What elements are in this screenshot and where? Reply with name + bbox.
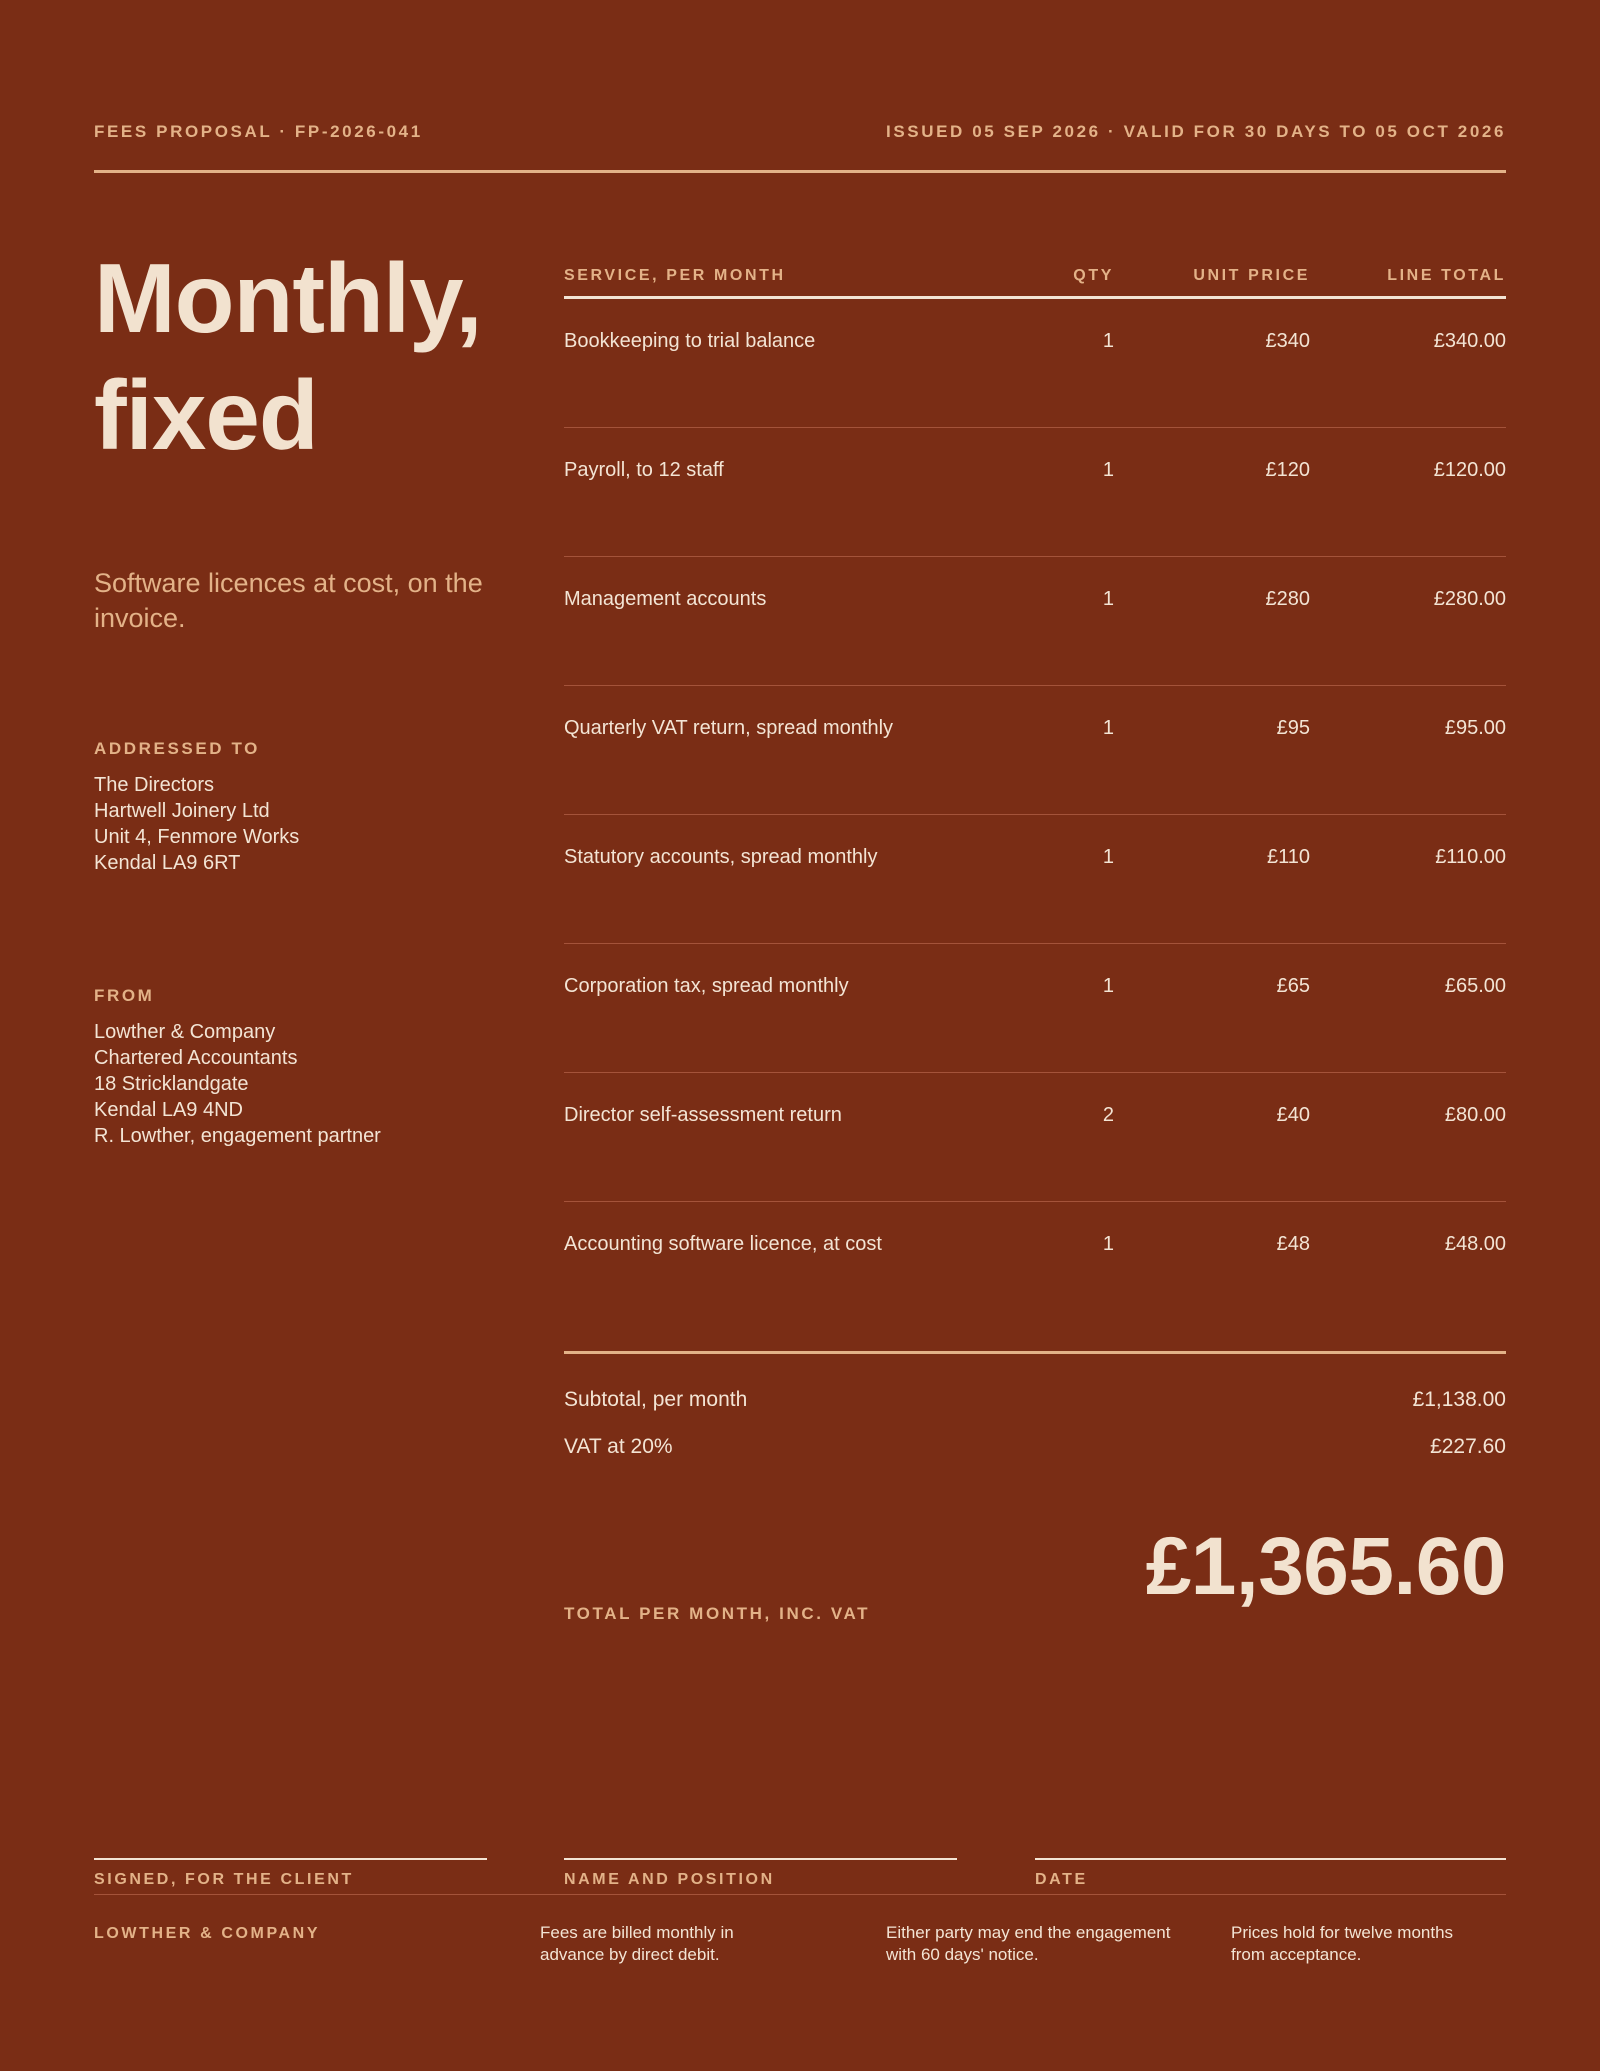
- grand-total-label: TOTAL PER MONTH, INC. VAT: [564, 1604, 871, 1623]
- row-service: Bookkeeping to trial balance: [564, 330, 816, 352]
- row-qty: 1: [1102, 975, 1114, 997]
- row-qty: 1: [1102, 330, 1114, 352]
- column-header-service: SERVICE, PER MONTH: [564, 267, 786, 284]
- signature-client-label: SIGNED, FOR THE CLIENT: [94, 1871, 354, 1888]
- table-row: [564, 686, 1506, 815]
- row-line-total: £65.00: [1444, 975, 1506, 997]
- from-line: R. Lowther, engagement partner: [94, 1125, 381, 1147]
- column-header-qty: QTY: [1073, 267, 1114, 284]
- row-line-total: £48.00: [1444, 1233, 1506, 1255]
- from-line: Chartered Accountants: [94, 1047, 298, 1069]
- row-service: Corporation tax, spread monthly: [564, 975, 849, 997]
- addressed-to-line: Hartwell Joinery Ltd: [94, 800, 270, 822]
- title-line-2: fixed: [94, 360, 318, 470]
- row-service: Statutory accounts, spread monthly: [564, 846, 878, 868]
- footer-note-billing: Fees are billed monthly in advance by direct debit.: [540, 1923, 734, 1964]
- row-service: Quarterly VAT return, spread monthly: [564, 717, 894, 739]
- addressed-to-label: ADDRESSED TO: [94, 739, 260, 758]
- row-service: Director self-assessment return: [564, 1104, 842, 1126]
- totals-rule: [564, 1351, 1506, 1354]
- footer-rule: [94, 1894, 1506, 1895]
- from-block: [94, 1019, 381, 1149]
- header-rule: [94, 170, 1506, 173]
- row-unit-price: £340: [1265, 330, 1310, 352]
- row-unit-price: £120: [1265, 459, 1310, 481]
- row-qty: 1: [1102, 1233, 1114, 1255]
- row-line-total: £95.00: [1444, 717, 1506, 739]
- table-row: [564, 815, 1506, 944]
- from-line: Lowther & Company: [94, 1021, 276, 1043]
- table-row: [564, 1073, 1506, 1202]
- from-label: FROM: [94, 986, 155, 1005]
- vat-row: [564, 1435, 1506, 1459]
- row-qty: 2: [1102, 1104, 1114, 1126]
- fees-table: [564, 264, 1506, 1330]
- table-row: [564, 944, 1506, 1073]
- row-service: Payroll, to 12 staff: [564, 459, 724, 481]
- row-service: Management accounts: [564, 588, 767, 610]
- row-unit-price: £95: [1276, 717, 1310, 739]
- fees-proposal-page: [94, 0, 1506, 2071]
- table-row: [564, 428, 1506, 557]
- row-qty: 1: [1102, 459, 1114, 481]
- addressed-to-line: The Directors: [94, 774, 215, 796]
- subtotal-row: [564, 1388, 1506, 1412]
- row-line-total: £280.00: [1433, 588, 1506, 610]
- column-header-unit-price: UNIT PRICE: [1193, 267, 1310, 284]
- addressed-to-line: Kendal LA9 6RT: [94, 852, 241, 874]
- table-row: [564, 557, 1506, 686]
- table-header: [564, 264, 1506, 299]
- page-title: [94, 240, 514, 474]
- signature-date-label: DATE: [1035, 1871, 1088, 1888]
- row-service: Accounting software licence, at cost: [564, 1233, 882, 1255]
- row-line-total: £110.00: [1435, 846, 1506, 868]
- subtotal-value: £1,138.00: [1412, 1388, 1506, 1411]
- document-header: [94, 122, 1506, 142]
- title-line-1: Monthly,: [94, 243, 482, 353]
- row-unit-price: £110: [1266, 846, 1310, 868]
- row-unit-price: £40: [1276, 1104, 1310, 1126]
- proposal-reference: FEES PROPOSAL · FP-2026-041: [94, 122, 423, 141]
- vat-label: VAT at 20%: [564, 1435, 673, 1458]
- row-qty: 1: [1102, 717, 1114, 739]
- addressed-to-line: Unit 4, Fenmore Works: [94, 826, 300, 848]
- from-line: 18 Stricklandgate: [94, 1073, 249, 1095]
- row-line-total: £340.00: [1433, 330, 1506, 352]
- footer-note-prices: Prices hold for twelve months from acceptance.: [1231, 1923, 1454, 1964]
- table-row: [564, 1202, 1506, 1330]
- row-line-total: £80.00: [1444, 1104, 1506, 1126]
- from-line: Kendal LA9 4ND: [94, 1099, 243, 1121]
- subtotal-label: Subtotal, per month: [564, 1388, 748, 1411]
- row-unit-price: £65: [1276, 975, 1310, 997]
- row-qty: 1: [1102, 846, 1114, 868]
- grand-total-value: £1,365.60: [1145, 1521, 1506, 1612]
- row-unit-price: £280: [1265, 588, 1310, 610]
- issue-validity: ISSUED 05 SEP 2026 · VALID FOR 30 DAYS TO 05 OCT 2026: [886, 122, 1506, 141]
- row-unit-price: £48: [1276, 1233, 1310, 1255]
- footer-brand: LOWTHER & COMPANY: [94, 1925, 321, 1942]
- column-header-line-total: LINE TOTAL: [1387, 267, 1506, 284]
- addressed-to-block: [94, 772, 299, 876]
- row-qty: 1: [1102, 588, 1114, 610]
- row-line-total: £120.00: [1433, 459, 1506, 481]
- table-row: [564, 299, 1506, 428]
- signature-name-label: NAME AND POSITION: [564, 1871, 775, 1888]
- subtitle: Software licences at cost, on the invoice.: [94, 568, 483, 633]
- footer-note-notice: Either party may end the engagement with 60 days' notice.: [886, 1923, 1171, 1964]
- vat-value: £227.60: [1430, 1435, 1506, 1458]
